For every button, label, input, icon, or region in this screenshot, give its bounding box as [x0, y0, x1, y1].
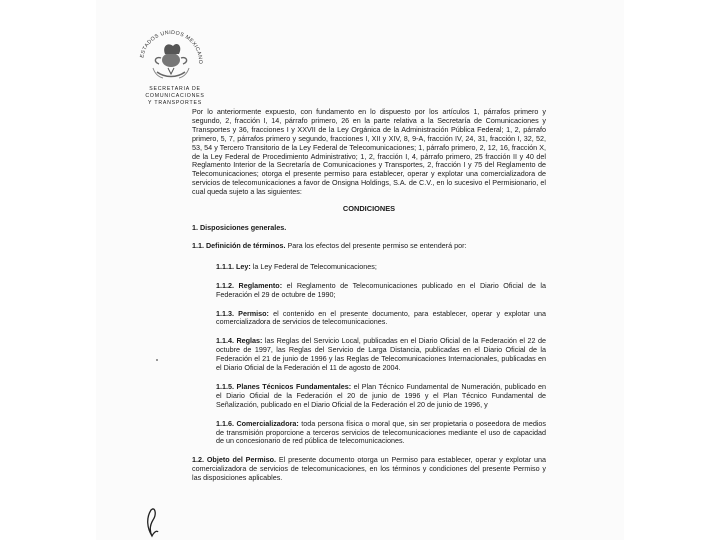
agency-line-2: Y TRANSPORTES — [148, 100, 202, 106]
definition-text: el Reglamento de Telecomunicaciones publicado en el Diario Oficial de la Federación el 29 de octubre de 1990; — [216, 280, 547, 299]
definition-term: 1.1.1. Ley: — [216, 261, 251, 271]
definitions-list — [216, 263, 546, 447]
definition-text: toda persona física o moral que, sin ser propietaria o poseedora de medios de transmisión proporcione a terceros servicios de telecomunicaciones mediante el uso de capacidad de un concesionario de red pública de telecomunicaciones. — [216, 418, 546, 446]
agency-name — [120, 86, 230, 107]
definition-text: el Plan Técnico Fundamental de Numeración, publicado en el Diario Oficial de la Federación el 20 de junio de 1996 y el Plan Técnico Fundamental de Señalización, publicado en el Diario Oficial de la Federación el 20 de junio de 1996, y — [216, 381, 546, 409]
margin-speck — [156, 359, 158, 361]
intro-paragraph: Por lo anteriormente expuesto, con fundamento en lo dispuesto por los artículos 1, párrafos primero y segundo, 2, fracción I, 14, párrafo primero, 26 en la parte relativa a la Secretaría de Comunicaciones y Transportes y 36, fracciones I y XXVII de la Ley Orgánica de la Administración Pública Federal; 1, 2, párrafo primero, 5, 7, párrafos primero y segundo, fracciones I, XII y XIV, 8, 9-A, fracción IV, 24, 31, fracción I, 32, 52, 53, 54 y Tercero Transitorio de la Ley Federal de Telecomunicaciones; 1, párrafo primero, 2, 12, 16, fracción X, de la Ley Federal de Procedimiento Administrativo; 1, 2, fracción I, 4, párrafo primero, 25 fracción II y 40 del Reglamento Interior de la Secretaría de Comunicaciones y Transportes, 2, fracción I y 75 del Reglamento de Telecomunicaciones; otorga el presente permiso para establecer, operar y explotar una comercializadora de servicios de telecomunicaciones a favor de Onsigna Holdings, S.A. de C.V., en lo sucesivo el Permisionario, el cual queda sujeto a las siguientes: — [192, 107, 546, 197]
definition-text: el contenido en el presente documento, para establecer, operar y explotar una comercializadora de servicios de telecomunicaciones. — [216, 308, 546, 327]
signature-initial-mark — [143, 506, 161, 538]
definition-term: 1.1.3. Permiso: — [216, 308, 269, 318]
definition-term: 1.1.4. Reglas: — [216, 336, 263, 346]
definition-term: 1.1.5. Planes Técnicos Fundamentales: — [216, 381, 352, 391]
definition-item — [216, 282, 546, 300]
conditions-heading: CONDICIONES — [342, 204, 396, 214]
section-1-1-title: 1.1. Definición de términos. — [192, 240, 286, 250]
section-1-2-text: El presente documento otorga un Permiso para establecer, operar y explotar una comercializadora de servicios de telecomunicaciones, en los términos y condiciones del presente Permiso y las disposiciones aplicables. — [192, 455, 546, 483]
definition-text: las Reglas del Servicio Local, publicadas en el Diario Oficial de la Federación el 22 de octubre de 1997, las Reglas del Servicio de Larga Distancia, publicadas en el Diario Oficial de la Federación el 21 de junio de 1996 y las Reglas de Telecomunicaciones Internacionales, publicadas en el Diario Oficial de la Federación el 11 de agosto de 2004. — [216, 336, 546, 373]
document-body — [192, 108, 546, 483]
agency-line-1: SECRETARIA DE COMUNICACIONES — [145, 86, 205, 99]
section-1-2-title: 1.2. Objeto del Permiso. — [192, 455, 277, 465]
definition-text: la Ley Federal de Telecomunicaciones; — [250, 261, 377, 271]
definition-item — [216, 310, 546, 328]
definition-item — [216, 383, 546, 410]
national-seal-emblem — [135, 22, 207, 86]
section-1-1 — [192, 242, 546, 251]
section-1-heading: 1. Disposiciones generales. — [192, 222, 287, 232]
definition-item — [216, 263, 546, 272]
definition-term: 1.1.2. Reglamento: — [216, 280, 283, 290]
definition-item — [216, 337, 546, 373]
seal-arc-text: ESTADOS UNIDOS MEXICANO — [139, 29, 204, 65]
section-1-1-text: Para los efectos del presente permiso se entenderá por: — [285, 240, 467, 250]
section-1-2 — [192, 456, 546, 483]
definition-term: 1.1.6. Comercializadora: — [216, 418, 299, 428]
definition-item — [216, 420, 546, 447]
